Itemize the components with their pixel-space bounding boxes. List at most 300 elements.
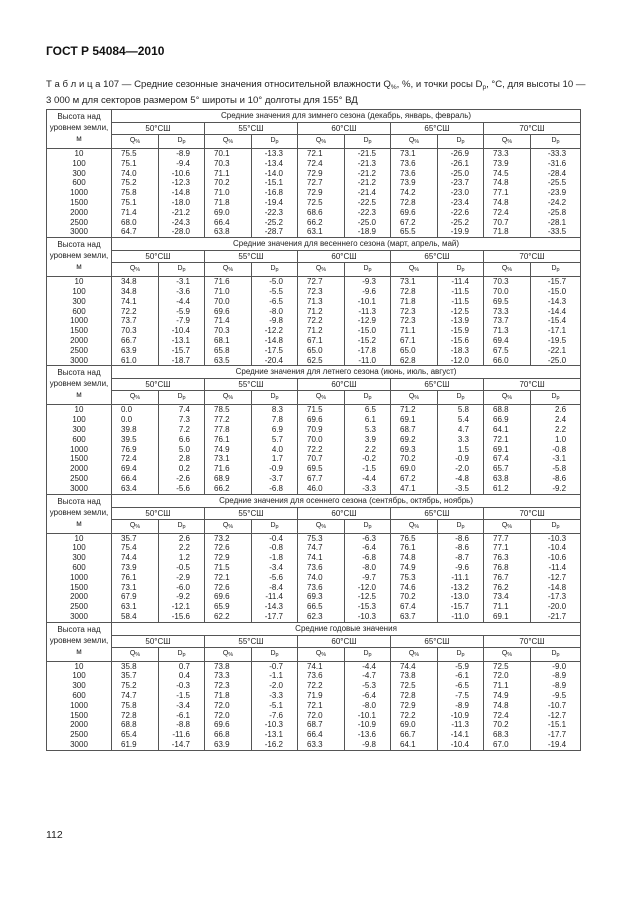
dewpoint-value: -28.4 bbox=[531, 169, 581, 179]
table-row bbox=[47, 730, 581, 740]
table-row bbox=[47, 198, 581, 208]
dewpoint-value: -12.5 bbox=[345, 592, 391, 602]
humidity-value: 71.0 bbox=[205, 287, 252, 297]
humidity-col-header: $Q_{\%}$ bbox=[112, 647, 159, 661]
humidity-value: 71.1 bbox=[205, 169, 252, 179]
dewpoint-value: -7.6 bbox=[252, 711, 298, 721]
season-table bbox=[46, 622, 581, 751]
dewpoint-value: -17.5 bbox=[252, 346, 298, 356]
humidity-value: 72.7 bbox=[298, 277, 345, 287]
dewpoint-value: -10.3 bbox=[345, 612, 391, 622]
dewpoint-value: -10.7 bbox=[531, 701, 581, 711]
dewpoint-value: -21.5 bbox=[345, 149, 391, 159]
humidity-value: 72.1 bbox=[298, 149, 345, 159]
altitude-value: 1000 bbox=[47, 188, 112, 198]
dewpoint-col-header: $D_р$ bbox=[531, 519, 581, 533]
dewpoint-value: -13.4 bbox=[252, 159, 298, 169]
dewpoint-value: -28.1 bbox=[531, 218, 581, 228]
humidity-value: 76.1 bbox=[112, 573, 159, 583]
altitude-value: 2000 bbox=[47, 336, 112, 346]
humidity-value: 70.3 bbox=[484, 277, 531, 287]
dewpoint-value: -16.8 bbox=[252, 188, 298, 198]
altitude-value: 2500 bbox=[47, 602, 112, 612]
dewpoint-value: -14.4 bbox=[531, 307, 581, 317]
humidity-value: 67.1 bbox=[298, 336, 345, 346]
altitude-header: Высота над уровнем земли, м bbox=[47, 622, 112, 661]
humidity-value: 72.4 bbox=[484, 711, 531, 721]
altitude-value: 2500 bbox=[47, 346, 112, 356]
dewpoint-value: -8.0 bbox=[252, 307, 298, 317]
dewpoint-value: -8.6 bbox=[438, 543, 484, 553]
humidity-value: 72.8 bbox=[391, 691, 438, 701]
humidity-value: 69.6 bbox=[205, 720, 252, 730]
dewpoint-value: -0.8 bbox=[252, 543, 298, 553]
table-row bbox=[47, 415, 581, 425]
humidity-value: 72.8 bbox=[112, 711, 159, 721]
humidity-value: 71.1 bbox=[484, 681, 531, 691]
table-row bbox=[47, 277, 581, 287]
altitude-value: 10 bbox=[47, 405, 112, 415]
dewpoint-value: -18.9 bbox=[345, 227, 391, 237]
humidity-value: 73.6 bbox=[298, 583, 345, 593]
dewpoint-value: -9.8 bbox=[345, 740, 391, 750]
table-row bbox=[47, 464, 581, 474]
humidity-value: 71.2 bbox=[298, 326, 345, 336]
table-row bbox=[47, 297, 581, 307]
dewpoint-value: -8.6 bbox=[531, 474, 581, 484]
dewpoint-value: -9.5 bbox=[531, 691, 581, 701]
humidity-value: 72.7 bbox=[298, 178, 345, 188]
humidity-value: 39.5 bbox=[112, 435, 159, 445]
dewpoint-value: -25.5 bbox=[531, 178, 581, 188]
humidity-value: 76.9 bbox=[112, 445, 159, 455]
humidity-value: 70.2 bbox=[391, 454, 438, 464]
altitude-value: 1500 bbox=[47, 583, 112, 593]
humidity-value: 63.8 bbox=[484, 474, 531, 484]
humidity-value: 74.5 bbox=[484, 169, 531, 179]
dewpoint-value: -3.3 bbox=[252, 691, 298, 701]
dewpoint-value: -11.3 bbox=[438, 720, 484, 730]
humidity-value: 70.7 bbox=[298, 454, 345, 464]
table-row bbox=[47, 740, 581, 750]
altitude-value: 600 bbox=[47, 178, 112, 188]
sector-header: 50°СШ bbox=[112, 635, 205, 647]
humidity-value: 72.3 bbox=[391, 316, 438, 326]
dewpoint-value: 3.9 bbox=[345, 435, 391, 445]
dewpoint-value: -21.4 bbox=[345, 188, 391, 198]
dewpoint-value: -4.8 bbox=[438, 474, 484, 484]
dewpoint-value: -5.0 bbox=[252, 277, 298, 287]
altitude-value: 100 bbox=[47, 287, 112, 297]
altitude-value: 300 bbox=[47, 553, 112, 563]
dewpoint-value: -8.9 bbox=[438, 701, 484, 711]
altitude-value: 2500 bbox=[47, 218, 112, 228]
humidity-value: 75.1 bbox=[112, 198, 159, 208]
dewpoint-value: -33.3 bbox=[531, 149, 581, 159]
humidity-value: 71.4 bbox=[205, 316, 252, 326]
humidity-value: 75.8 bbox=[112, 188, 159, 198]
dewpoint-value: 2.2 bbox=[345, 445, 391, 455]
altitude-value: 100 bbox=[47, 671, 112, 681]
dewpoint-col-header: $D_р$ bbox=[345, 519, 391, 533]
sector-header: 60°СШ bbox=[298, 379, 391, 391]
humidity-value: 76.8 bbox=[484, 563, 531, 573]
table-row bbox=[47, 445, 581, 455]
dewpoint-value: -11.0 bbox=[345, 356, 391, 366]
dewpoint-value: -7.5 bbox=[438, 691, 484, 701]
dewpoint-col-header: $D_р$ bbox=[531, 647, 581, 661]
dewpoint-value: 0.2 bbox=[159, 464, 205, 474]
humidity-value: 71.5 bbox=[205, 563, 252, 573]
dewpoint-value: 1.5 bbox=[438, 445, 484, 455]
humidity-value: 71.3 bbox=[484, 326, 531, 336]
humidity-value: 75.8 bbox=[112, 701, 159, 711]
dewpoint-value: 7.4 bbox=[159, 405, 205, 415]
humidity-value: 71.1 bbox=[391, 326, 438, 336]
humidity-value: 67.4 bbox=[391, 602, 438, 612]
dewpoint-value: -11.0 bbox=[438, 612, 484, 622]
dewpoint-value: -6.8 bbox=[252, 484, 298, 494]
humidity-value: 63.4 bbox=[112, 484, 159, 494]
humidity-value: 77.1 bbox=[484, 188, 531, 198]
humidity-value: 74.4 bbox=[391, 661, 438, 671]
dewpoint-value: -15.3 bbox=[345, 602, 391, 612]
dewpoint-value: -28.7 bbox=[252, 227, 298, 237]
humidity-value: 74.7 bbox=[298, 543, 345, 553]
humidity-value: 63.5 bbox=[205, 356, 252, 366]
dewpoint-value: -25.2 bbox=[252, 218, 298, 228]
humidity-value: 63.9 bbox=[205, 740, 252, 750]
sector-header: 55°СШ bbox=[205, 379, 298, 391]
dewpoint-value: 1.2 bbox=[159, 553, 205, 563]
table-row bbox=[47, 218, 581, 228]
humidity-value: 65.9 bbox=[205, 602, 252, 612]
humidity-value: 71.1 bbox=[484, 602, 531, 612]
humidity-value: 72.2 bbox=[298, 316, 345, 326]
sector-header: 60°СШ bbox=[298, 123, 391, 135]
dewpoint-value: 3.3 bbox=[438, 435, 484, 445]
dewpoint-value: -11.5 bbox=[438, 297, 484, 307]
dewpoint-col-header: $D_р$ bbox=[345, 391, 391, 405]
dewpoint-value: -9.6 bbox=[345, 287, 391, 297]
dewpoint-value: -13.1 bbox=[159, 336, 205, 346]
dewpoint-col-header: $D_р$ bbox=[438, 519, 484, 533]
humidity-value: 61.0 bbox=[112, 356, 159, 366]
dewpoint-value: 5.7 bbox=[252, 435, 298, 445]
humidity-value: 76.3 bbox=[484, 553, 531, 563]
altitude-value: 10 bbox=[47, 661, 112, 671]
altitude-value: 2000 bbox=[47, 592, 112, 602]
dewpoint-value: -2.0 bbox=[438, 464, 484, 474]
humidity-value: 69.6 bbox=[205, 307, 252, 317]
humidity-value: 72.5 bbox=[391, 681, 438, 691]
dewpoint-value: 5.8 bbox=[438, 405, 484, 415]
humidity-value: 73.2 bbox=[205, 533, 252, 543]
season-title: Средние значения для летнего сезона (июнь, июль, август) bbox=[112, 366, 581, 379]
dewpoint-value: -15.0 bbox=[531, 287, 581, 297]
dewpoint-value: -18.3 bbox=[438, 346, 484, 356]
altitude-value: 1000 bbox=[47, 316, 112, 326]
dewpoint-value: -10.4 bbox=[159, 326, 205, 336]
dewpoint-value: -8.0 bbox=[345, 563, 391, 573]
dewpoint-value: -17.7 bbox=[252, 612, 298, 622]
dewpoint-value: -0.7 bbox=[252, 661, 298, 671]
table-row bbox=[47, 720, 581, 730]
humidity-value: 68.8 bbox=[484, 405, 531, 415]
sector-header: 65°СШ bbox=[391, 635, 484, 647]
altitude-value: 2500 bbox=[47, 730, 112, 740]
humidity-value: 77.7 bbox=[484, 533, 531, 543]
dewpoint-value: -5.5 bbox=[252, 287, 298, 297]
humidity-col-header: $Q_{\%}$ bbox=[484, 647, 531, 661]
dewpoint-value: 2.4 bbox=[531, 415, 581, 425]
dewpoint-value: -14.3 bbox=[252, 602, 298, 612]
altitude-value: 2500 bbox=[47, 474, 112, 484]
humidity-value: 69.0 bbox=[205, 208, 252, 218]
sector-header: 65°СШ bbox=[391, 507, 484, 519]
humidity-value: 68.0 bbox=[112, 218, 159, 228]
table-row bbox=[47, 454, 581, 464]
dewpoint-value: -3.6 bbox=[159, 287, 205, 297]
humidity-value: 66.0 bbox=[484, 356, 531, 366]
dewpoint-value: -20.0 bbox=[531, 602, 581, 612]
humidity-value: 73.8 bbox=[391, 671, 438, 681]
dewpoint-col-header: $D_р$ bbox=[159, 135, 205, 149]
dewpoint-value: -13.1 bbox=[252, 730, 298, 740]
table-row bbox=[47, 227, 581, 237]
dewpoint-value: -25.0 bbox=[345, 218, 391, 228]
dewpoint-col-header: $D_р$ bbox=[531, 391, 581, 405]
table-row bbox=[47, 149, 581, 159]
dewpoint-value: -10.1 bbox=[345, 711, 391, 721]
dewpoint-value: -0.5 bbox=[159, 563, 205, 573]
humidity-value: 66.7 bbox=[112, 336, 159, 346]
altitude-value: 1000 bbox=[47, 445, 112, 455]
humidity-value: 69.0 bbox=[391, 464, 438, 474]
dewpoint-col-header: $D_р$ bbox=[159, 647, 205, 661]
humidity-value: 67.7 bbox=[298, 474, 345, 484]
table-row bbox=[47, 583, 581, 593]
altitude-value: 100 bbox=[47, 543, 112, 553]
dewpoint-value: -10.4 bbox=[438, 740, 484, 750]
dewpoint-col-header: $D_р$ bbox=[531, 263, 581, 277]
dewpoint-value: -1.8 bbox=[252, 553, 298, 563]
humidity-value: 65.7 bbox=[484, 464, 531, 474]
dewpoint-value: -23.9 bbox=[531, 188, 581, 198]
altitude-value: 1500 bbox=[47, 198, 112, 208]
dewpoint-value: -28.0 bbox=[159, 227, 205, 237]
altitude-value: 3000 bbox=[47, 227, 112, 237]
humidity-value: 68.9 bbox=[205, 474, 252, 484]
humidity-value: 66.4 bbox=[205, 218, 252, 228]
dewpoint-value: -1.5 bbox=[159, 691, 205, 701]
dewpoint-value: -13.9 bbox=[438, 316, 484, 326]
dewpoint-value: -26.9 bbox=[438, 149, 484, 159]
humidity-value: 69.4 bbox=[112, 464, 159, 474]
dewpoint-value: -33.5 bbox=[531, 227, 581, 237]
humidity-value: 71.0 bbox=[205, 188, 252, 198]
humidity-value: 72.5 bbox=[484, 661, 531, 671]
humidity-value: 74.8 bbox=[484, 198, 531, 208]
dewpoint-value: -15.9 bbox=[438, 326, 484, 336]
dewpoint-value: -13.2 bbox=[438, 583, 484, 593]
humidity-value: 76.1 bbox=[391, 543, 438, 553]
altitude-value: 100 bbox=[47, 159, 112, 169]
altitude-value: 3000 bbox=[47, 356, 112, 366]
dewpoint-value: -18.0 bbox=[159, 198, 205, 208]
season-table bbox=[46, 237, 581, 366]
dewpoint-value: 7.2 bbox=[159, 425, 205, 435]
humidity-col-header: $Q_{\%}$ bbox=[112, 263, 159, 277]
dewpoint-value: -15.2 bbox=[345, 336, 391, 346]
dewpoint-value: -2.6 bbox=[159, 474, 205, 484]
humidity-value: 73.3 bbox=[205, 671, 252, 681]
humidity-col-header: $Q_{\%}$ bbox=[298, 647, 345, 661]
dewpoint-value: -15.6 bbox=[438, 336, 484, 346]
humidity-value: 68.6 bbox=[298, 208, 345, 218]
humidity-value: 72.0 bbox=[484, 671, 531, 681]
dewpoint-col-header: $D_р$ bbox=[531, 135, 581, 149]
humidity-value: 66.7 bbox=[391, 730, 438, 740]
dewpoint-value: -14.8 bbox=[252, 336, 298, 346]
dewpoint-value: -6.3 bbox=[345, 533, 391, 543]
humidity-value: 72.1 bbox=[205, 573, 252, 583]
dewpoint-value: 6.5 bbox=[345, 405, 391, 415]
humidity-value: 74.8 bbox=[484, 178, 531, 188]
page-number: 112 bbox=[46, 829, 63, 841]
humidity-value: 70.0 bbox=[205, 297, 252, 307]
table-row bbox=[47, 573, 581, 583]
dewpoint-value: -3.1 bbox=[531, 454, 581, 464]
humidity-value: 67.4 bbox=[484, 454, 531, 464]
dewpoint-value: 1.7 bbox=[252, 454, 298, 464]
humidity-value: 69.6 bbox=[298, 415, 345, 425]
humidity-col-header: $Q_{\%}$ bbox=[205, 135, 252, 149]
dewpoint-value: -21.2 bbox=[345, 169, 391, 179]
humidity-value: 73.3 bbox=[484, 307, 531, 317]
sector-header: 55°СШ bbox=[205, 635, 298, 647]
humidity-value: 69.3 bbox=[298, 592, 345, 602]
table-row bbox=[47, 691, 581, 701]
sector-header: 70°СШ bbox=[484, 379, 581, 391]
season-table bbox=[46, 109, 581, 238]
dewpoint-value: -12.0 bbox=[345, 583, 391, 593]
dewpoint-value: -8.8 bbox=[159, 720, 205, 730]
dewpoint-value: -15.6 bbox=[159, 612, 205, 622]
dewpoint-value: -3.3 bbox=[345, 484, 391, 494]
dewpoint-value: 0.7 bbox=[159, 661, 205, 671]
dewpoint-value: -9.6 bbox=[438, 563, 484, 573]
altitude-header: Высота над уровнем земли, м bbox=[47, 110, 112, 149]
dewpoint-value: 1.0 bbox=[531, 435, 581, 445]
humidity-value: 66.8 bbox=[205, 730, 252, 740]
humidity-value: 67.2 bbox=[391, 218, 438, 228]
humidity-value: 68.3 bbox=[484, 730, 531, 740]
dewpoint-value: -4.4 bbox=[159, 297, 205, 307]
humidity-value: 72.2 bbox=[298, 445, 345, 455]
dewpoint-value: -11.6 bbox=[159, 730, 205, 740]
table-row bbox=[47, 681, 581, 691]
humidity-value: 66.9 bbox=[484, 415, 531, 425]
dewpoint-value: -20.4 bbox=[252, 356, 298, 366]
humidity-value: 76.1 bbox=[205, 435, 252, 445]
humidity-col-header: $Q_{\%}$ bbox=[298, 519, 345, 533]
humidity-value: 73.3 bbox=[484, 149, 531, 159]
altitude-header: Высота над уровнем земли, м bbox=[47, 238, 112, 277]
humidity-value: 69.1 bbox=[391, 415, 438, 425]
humidity-value: 66.4 bbox=[112, 474, 159, 484]
humidity-value: 73.1 bbox=[205, 454, 252, 464]
humidity-value: 47.1 bbox=[391, 484, 438, 494]
dewpoint-col-header: $D_р$ bbox=[159, 519, 205, 533]
dewpoint-value: -12.2 bbox=[252, 326, 298, 336]
dewpoint-col-header: $D_р$ bbox=[252, 647, 298, 661]
humidity-value: 68.1 bbox=[205, 336, 252, 346]
humidity-value: 62.3 bbox=[298, 612, 345, 622]
table-row bbox=[47, 661, 581, 671]
humidity-value: 75.4 bbox=[112, 543, 159, 553]
dewpoint-value: -12.7 bbox=[531, 573, 581, 583]
table-row bbox=[47, 425, 581, 435]
humidity-value: 69.6 bbox=[205, 592, 252, 602]
humidity-value: 70.0 bbox=[484, 287, 531, 297]
altitude-value: 1000 bbox=[47, 701, 112, 711]
season-table bbox=[46, 365, 581, 494]
sector-header: 60°СШ bbox=[298, 251, 391, 263]
altitude-value: 3000 bbox=[47, 612, 112, 622]
dewpoint-value: -10.1 bbox=[345, 297, 391, 307]
dewpoint-value: -2.0 bbox=[252, 681, 298, 691]
sector-header: 50°СШ bbox=[112, 507, 205, 519]
dewpoint-value: -2.9 bbox=[159, 573, 205, 583]
humidity-col-header: $Q_{\%}$ bbox=[391, 647, 438, 661]
table-row bbox=[47, 356, 581, 366]
dewpoint-value: -23.0 bbox=[438, 188, 484, 198]
humidity-value: 46.0 bbox=[298, 484, 345, 494]
dewpoint-value: 0.4 bbox=[159, 671, 205, 681]
humidity-value: 69.1 bbox=[484, 612, 531, 622]
dewpoint-value: -0.9 bbox=[252, 464, 298, 474]
table-row bbox=[47, 336, 581, 346]
dewpoint-value: -3.4 bbox=[252, 563, 298, 573]
dewpoint-value: -17.1 bbox=[531, 326, 581, 336]
humidity-value: 74.8 bbox=[391, 553, 438, 563]
humidity-value: 72.9 bbox=[205, 553, 252, 563]
table-row bbox=[47, 543, 581, 553]
humidity-value: 73.6 bbox=[298, 671, 345, 681]
humidity-value: 72.9 bbox=[298, 188, 345, 198]
humidity-value: 75.3 bbox=[298, 533, 345, 543]
humidity-value: 35.7 bbox=[112, 533, 159, 543]
humidity-value: 72.3 bbox=[205, 681, 252, 691]
dewpoint-value: -22.3 bbox=[345, 208, 391, 218]
dewpoint-value: -26.1 bbox=[438, 159, 484, 169]
humidity-value: 62.8 bbox=[391, 356, 438, 366]
dewpoint-value: -6.0 bbox=[159, 583, 205, 593]
humidity-value: 75.2 bbox=[112, 178, 159, 188]
humidity-value: 69.1 bbox=[484, 445, 531, 455]
dewpoint-value: -15.1 bbox=[252, 178, 298, 188]
humidity-value: 74.9 bbox=[391, 563, 438, 573]
dewpoint-col-header: $D_р$ bbox=[159, 263, 205, 277]
dewpoint-col-header: $D_р$ bbox=[438, 391, 484, 405]
dewpoint-value: -17.7 bbox=[531, 730, 581, 740]
table-row bbox=[47, 533, 581, 543]
humidity-value: 65.0 bbox=[298, 346, 345, 356]
humidity-value: 70.2 bbox=[484, 720, 531, 730]
humidity-value: 72.4 bbox=[484, 208, 531, 218]
humidity-value: 67.1 bbox=[391, 336, 438, 346]
